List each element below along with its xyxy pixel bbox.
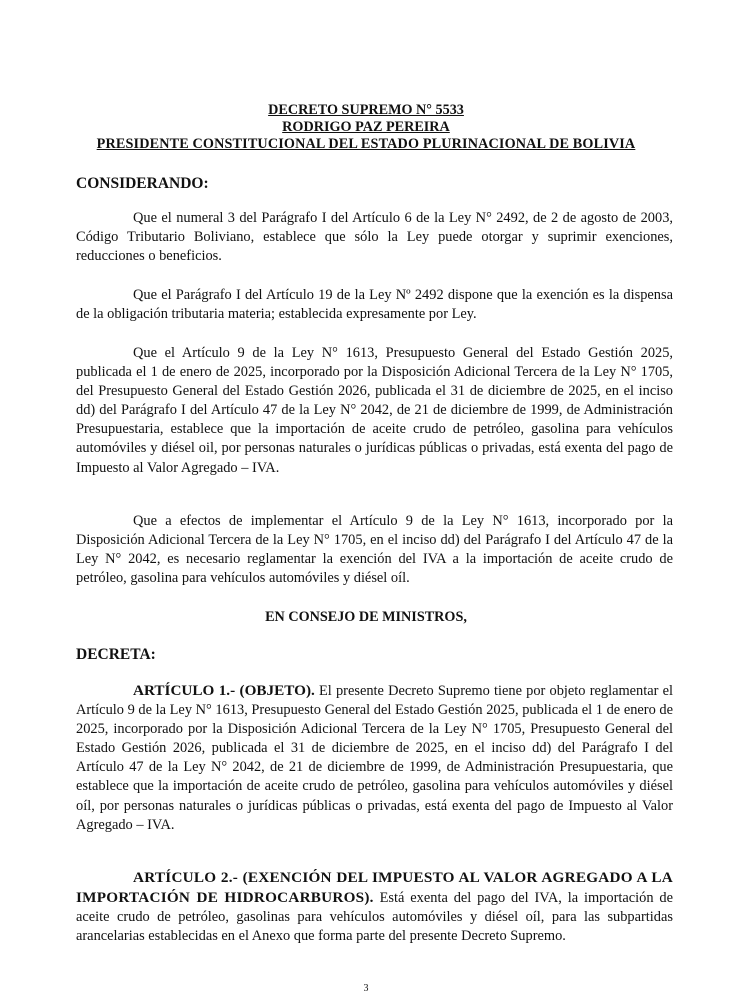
- cropped-footer-line: [135, 995, 675, 1000]
- article-1: [76, 681, 673, 835]
- president-name: RODRIGO PAZ PEREIRA: [282, 119, 450, 135]
- decree-title: DECRETO SUPREMO N° 5533: [268, 102, 464, 118]
- article-2: [76, 868, 673, 946]
- considerando-paragraph-1: Que el numeral 3 del Parágrafo I del Artículo 6 de la Ley N° 2492, de 2 de agosto de 2003, Código Tributario Boliviano, establece que sólo la Ley puede otorgar y suprimir exenciones, reducciones o beneficios.: [76, 210, 673, 265]
- considerando-paragraph-2: Que el Parágrafo I del Artículo 19 de la Ley Nº 2492 dispone que la exención es la dispensa de la obligación tributaria materia; establecida expresamente por Ley.: [76, 287, 673, 323]
- considerando-paragraph-4: Que a efectos de implementar el Artículo 9 de la Ley N° 1613, incorporado por la Disposición Adicional Tercera de la Ley N° 1705, en el inciso dd) del Parágrafo I del Artículo 47 de la Ley N° 2042, es necesario reglamentar la exención del IVA a la importación de aceite crudo de petróleo, gasolina para vehículos automóviles y diésel oíl.: [76, 513, 673, 587]
- article-2-body: Está exenta del pago del IVA, la importación de aceite crudo de petróleo, gasolinas para vehículos automóviles y diésel oíl, para las subpartidas arancelarias establecidas en el Anexo que forma parte del presente Decreto Supremo.: [76, 890, 673, 945]
- president-role: PRESIDENTE CONSTITUCIONAL DEL ESTADO PLURINACIONAL DE BOLIVIA: [96, 136, 636, 152]
- consejo-heading: EN CONSEJO DE MINISTROS,: [265, 609, 467, 625]
- article-1-body: El presente Decreto Supremo tiene por objeto reglamentar el Artículo 9 de la Ley N° 1613, Presupuesto General del Estado Gestión 2025, publicada el 1 de enero de 2025, incorporado por la Disposición Adicional Tercera de la Ley N° 1705, Presupuesto General del Estado Gestión 2026, publicada el 31 de diciembre de 2025, en el inciso dd) del Parágrafo I del Artículo 47 de la Ley N° 2042, de 21 de diciembre de 1999, de Administración Presupuestaria, que establece que la importación de aceite crudo de petróleo, gasolina para vehículos automóviles y diésel oíl, por personas naturales o jurídicas públicas o privadas, está exenta del pago de Impuesto al Valor Agregado – IVA.: [76, 683, 673, 833]
- considerando-paragraph-3: Que el Artículo 9 de la Ley N° 1613, Presupuesto General del Estado Gestión 2025, publicada el 1 de enero de 2025, incorporado por la Disposición Adicional Tercera de la Ley N° 1705, del Presupuesto General del Estado Gestión 2026, publicada el 31 de diciembre de 2025, en el inciso dd) del Parágrafo I del Artículo 47 de la Ley N° 2042, de 21 de diciembre de 1999, de Administración Presupuestaria, establece que la importación de aceite crudo de petróleo, gasolina para vehículos automóviles y diésel oil, por personas naturales o jurídicas públicas o privadas, está exenta del pago de Impuesto al Valor Agregado – IVA.: [76, 345, 673, 476]
- page-number: 3: [363, 983, 369, 994]
- article-2-heading: ARTÍCULO 2.- (EXENCIÓN DEL IMPUESTO AL VALOR AGREGADO A LA IMPORTACIÓN DE HIDROCARBUROS).: [76, 869, 673, 907]
- considerando-heading: CONSIDERANDO:: [76, 175, 209, 192]
- decreta-heading: DECRETA:: [76, 646, 156, 663]
- article-1-heading: ARTÍCULO 1.- (OBJETO).: [133, 682, 315, 699]
